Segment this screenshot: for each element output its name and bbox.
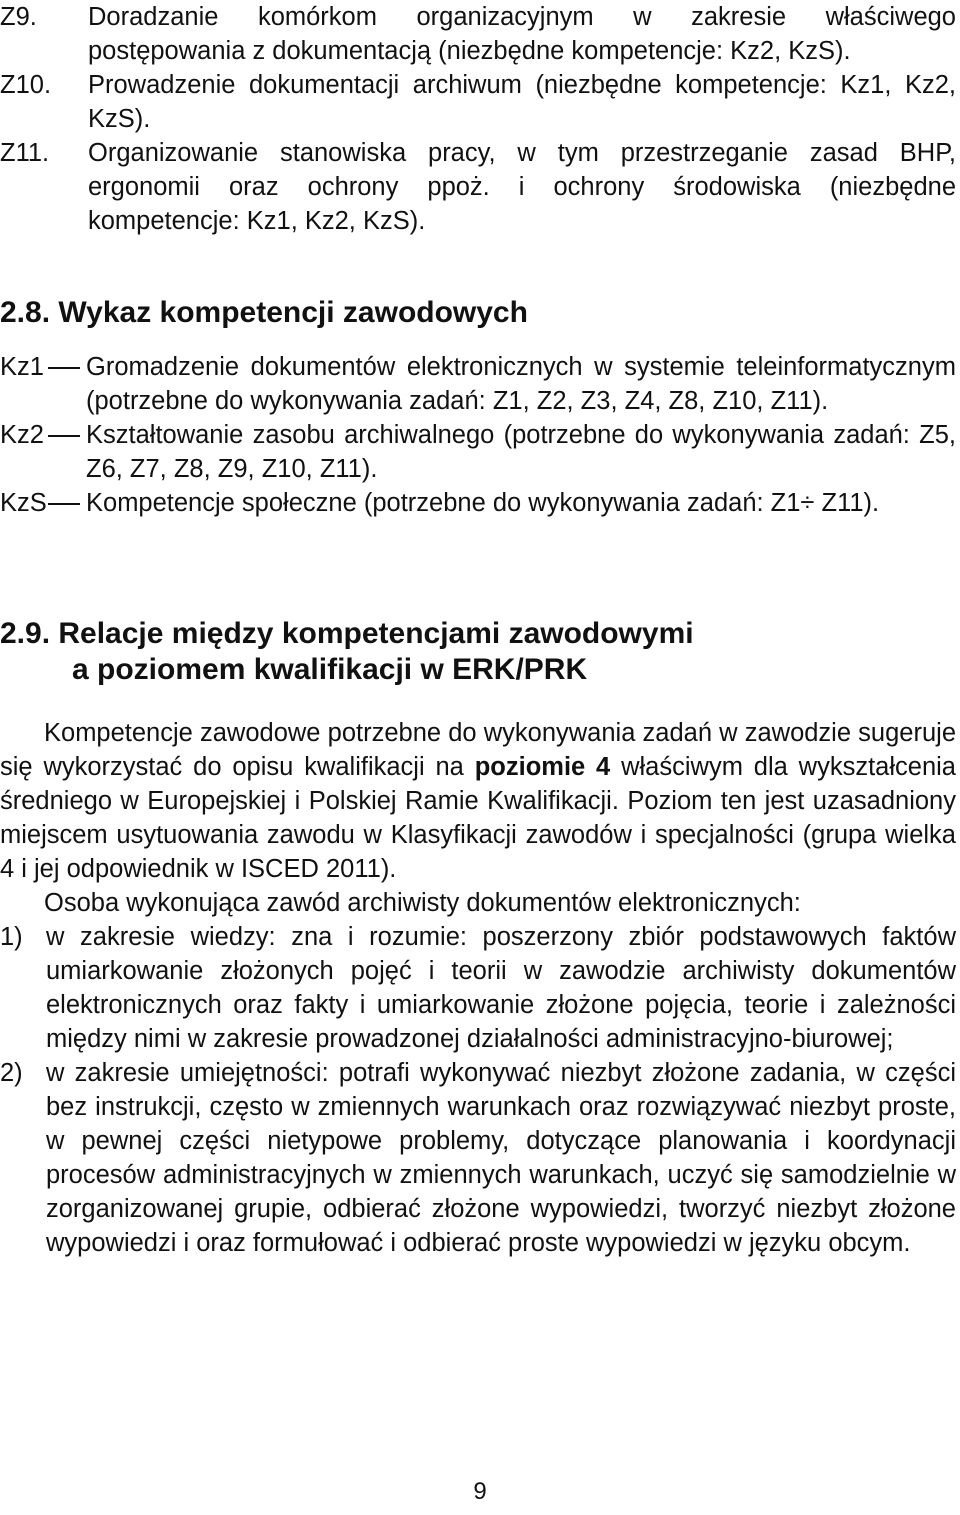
task-text: Prowadzenie dokumentacji archiwum (niezbędne kompetencje: Kz1, Kz2, KzS). bbox=[88, 71, 956, 133]
competency-code: Kz1 bbox=[0, 353, 44, 381]
task-text: Organizowanie stanowiska pracy, w tym przestrzeganie zasad BHP, ergonomii oraz ochrony ppoż. i ochrony środowiska (niezbędne kompetencje: Kz1, Kz2, KzS). bbox=[88, 139, 956, 235]
competency-code: KzS bbox=[0, 489, 47, 517]
section-heading-2-8: 2.8. Wykaz kompetencji zawodowych bbox=[0, 296, 528, 329]
list-item bbox=[0, 1056, 956, 1260]
competency-item bbox=[0, 418, 956, 486]
paragraph-intro: Osoba wykonująca zawód archiwisty dokumentów elektronicznych: bbox=[44, 889, 801, 917]
list-number: 1) bbox=[0, 923, 23, 951]
list-text: w zakresie umiejętności: potrafi wykonywać niezbyt złożone zadania, w części bez instrukcji, często w zmiennych warunkach oraz rozwiązywać niezbyt proste, w pewnej części nietypowe problemy, dotyczące planowania i koordynacji procesów administracyjnych w zmiennych warunkach, uczyć się samodzielnie w zorganizowanej grupie, odbierać złożone wypowiedzi, tworzyć niezbyt złożone wypowiedzi i oraz formułować i odbierać proste wypowiedzi w języku obcym. bbox=[46, 1059, 956, 1257]
competency-item bbox=[0, 350, 956, 418]
paragraph-text: Kompetencje zawodowe potrzebne do wykonywania zadań w zawodzie sugeruje się wykorzystać do opisu kwalifikacji na bbox=[0, 719, 956, 781]
competency-item bbox=[0, 486, 956, 520]
bold-level: poziomie 4 bbox=[474, 753, 611, 781]
competency-text: Kompetencje społeczne (potrzebne do wykonywania zadań: Z1÷ Z11). bbox=[86, 489, 880, 517]
task-item bbox=[0, 136, 956, 238]
section-body bbox=[0, 716, 956, 1260]
task-number: Z10. bbox=[0, 71, 52, 99]
competency-code: Kz2 bbox=[0, 421, 44, 449]
page-number: 9 bbox=[473, 1478, 487, 1505]
task-list bbox=[0, 0, 956, 238]
dash-separator bbox=[48, 367, 80, 369]
task-number: Z9. bbox=[0, 3, 37, 31]
section-heading-2-9 bbox=[0, 616, 694, 688]
list-text: w zakresie wiedzy: zna i rozumie: poszerzony zbiór podstawowych faktów umiarkowanie złożonych pojęć i teorii w zawodzie archiwisty dokumentów elektronicznych oraz fakty i umiarkowanie złożone pojęcia, teorie i zależności między nimi w zakresie prowadzonej działalności administracyjno-biurowej; bbox=[46, 923, 956, 1053]
competency-text: Kształtowanie zasobu archiwalnego (potrzebne do wykonywania zadań: Z5, Z6, Z7, Z8, Z9, Z10, Z11). bbox=[86, 421, 956, 483]
paragraph-text: właściwym dla wykształcenia średniego w Europejskiej i Polskiej Ramie Kwalifikacji. Poziom ten jest uzasadniony miejscem usytuowania zawodu w Klasyfikacji zawodów i specjalności (grupa wielka 4 i jej odpowiednik w ISCED 2011). bbox=[0, 753, 956, 883]
task-text: Doradzanie komórkom organizacyjnym w zakresie właściwego postępowania z dokumentacją (niezbędne kompetencje: Kz2, KzS). bbox=[88, 3, 956, 65]
task-item bbox=[0, 68, 956, 136]
heading-line-1: 2.9. Relacje między kompetencjami zawodowymi bbox=[0, 617, 694, 650]
competency-text: Gromadzenie dokumentów elektronicznych w systemie teleinformatycznym (potrzebne do wykonywania zadań: Z1, Z2, Z3, Z4, Z8, Z10, Z11). bbox=[86, 353, 956, 415]
task-item bbox=[0, 0, 956, 68]
heading-line-2: a poziomem kwalifikacji w ERK/PRK bbox=[72, 653, 588, 686]
list-item bbox=[0, 920, 956, 1056]
dash-separator bbox=[48, 435, 80, 437]
competency-list bbox=[0, 350, 956, 520]
dash-separator bbox=[48, 503, 80, 505]
task-number: Z11. bbox=[0, 139, 50, 167]
list-number: 2) bbox=[0, 1059, 23, 1087]
paragraph-level bbox=[0, 716, 956, 886]
